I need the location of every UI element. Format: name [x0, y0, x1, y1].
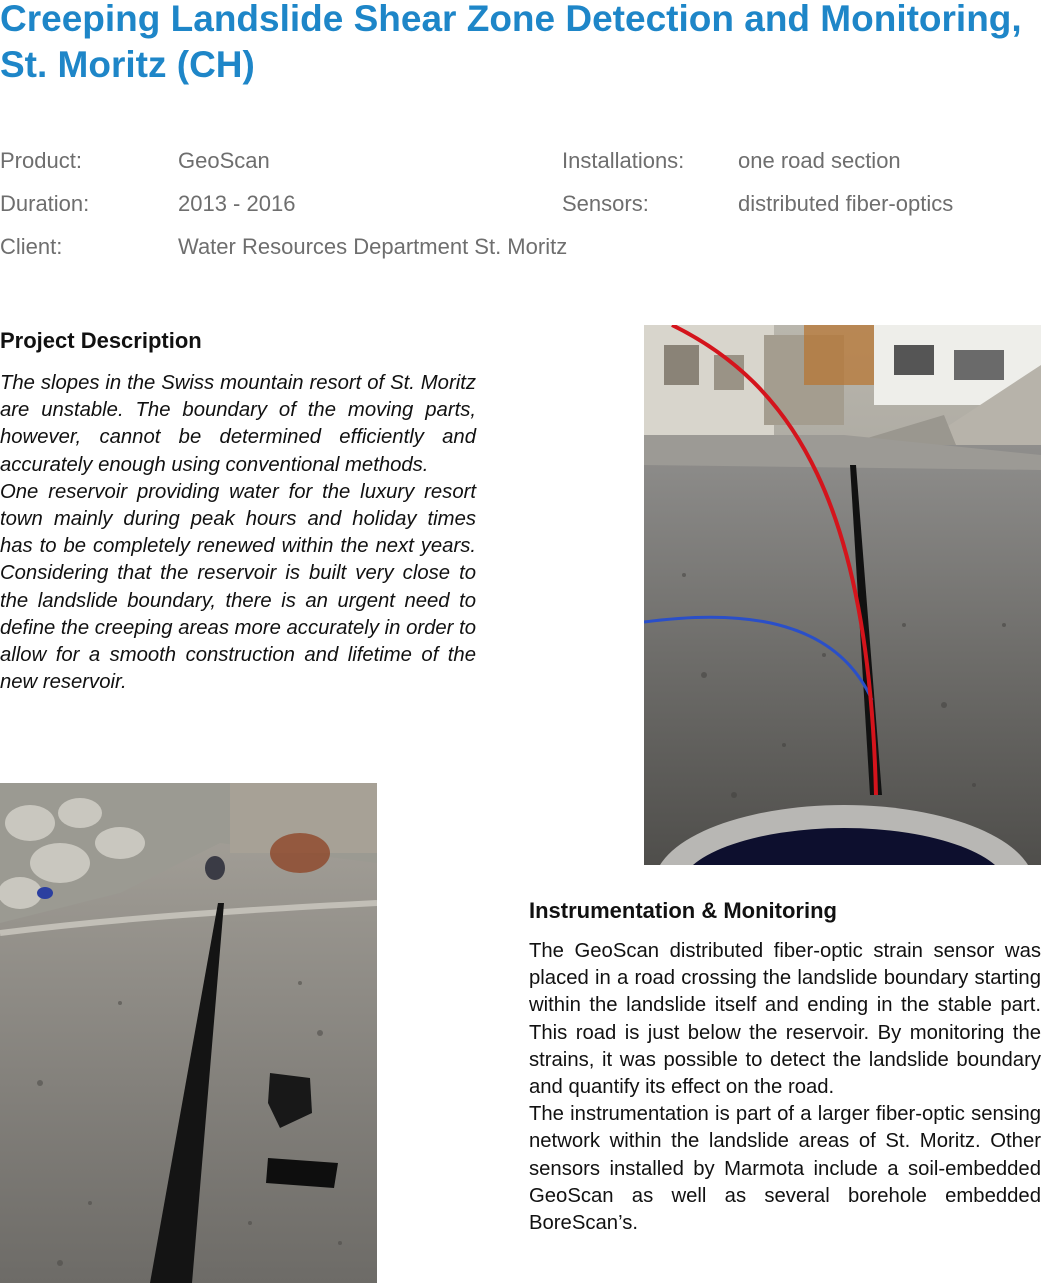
installations-value: one road section — [738, 148, 901, 173]
duration-value: 2013 - 2016 — [178, 191, 296, 216]
road-groove-photo — [0, 783, 377, 1283]
product-label: Product: — [0, 148, 82, 173]
product-value: GeoScan — [178, 148, 270, 173]
road-cable-photo — [644, 325, 1041, 865]
client-value: Water Resources Department St. Moritz — [178, 234, 568, 259]
instrumentation-body — [529, 938, 1041, 1237]
instrumentation-paragraph-2: The instrumentation is part of a larger fiber-optic sensing network within the landslide areas of St. Moritz. Other sensors installed by Marmota include a soil-embedded GeoScan as well as several borehole embedded BoreScan’s. — [529, 1103, 1041, 1235]
client-label: Client: — [0, 234, 63, 259]
instrumentation-heading: Instrumentation & Monitoring — [529, 898, 837, 923]
project-description-body — [0, 370, 476, 696]
duration-label: Duration: — [0, 191, 90, 216]
instrumentation-paragraph-1: The GeoScan distributed fiber-optic strain sensor was placed in a road crossing the landslide boundary starting within the landslide itself and ending in the stable part. This road is just below the reservoir. By monitoring the strains, it was possible to detect the landslide boundary and quantify its effect on the road. — [529, 940, 1041, 1099]
installations-label: Installations: — [562, 148, 685, 173]
page-title: Creeping Landslide Shear Zone Detection and Monitoring, St. Moritz (CH) — [0, 0, 1022, 85]
sensors-value: distributed fiber-optics — [738, 191, 954, 216]
sensors-label: Sensors: — [562, 191, 649, 216]
project-paragraph-2: One reservoir providing water for the luxury resort town mainly during peak hours and holiday times has to be completely renewed within the next years. Considering that the reservoir is built very close to the landslide boundary, there is an urgent need to define the creeping areas more accurately in order to allow for a smooth construction and lifetime of the new reservoir. — [0, 480, 476, 694]
project-description-heading: Project Description — [0, 328, 202, 353]
project-paragraph-1: The slopes in the Swiss mountain resort of St. Moritz are unstable. The boundary of the moving parts, however, cannot be determined efficiently and accurately enough using conventional methods. — [0, 372, 476, 476]
